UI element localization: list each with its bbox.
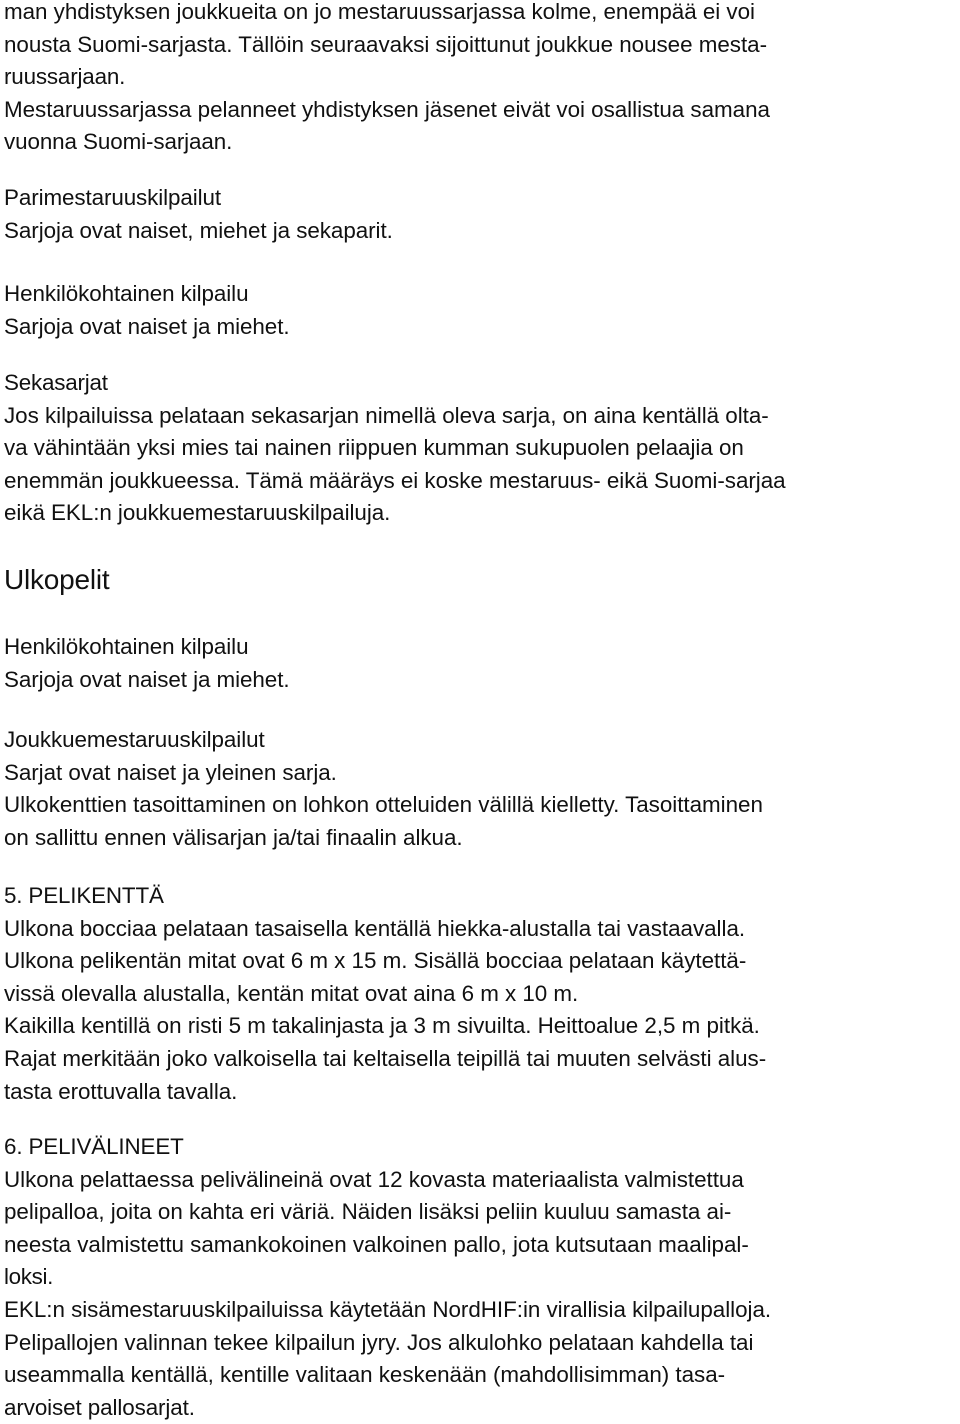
text-line: vissä olevalla alustalla, kentän mitat ovat aina 6 m x 10 m. [4, 980, 579, 1006]
pelikentta-section [4, 880, 956, 1108]
intro-rule-paragraph [4, 0, 956, 159]
text-line: eikä EKL:n joukkuemestaruuskilpailuja. [4, 500, 391, 526]
text-line: Kaikilla kentillä on risti 5 m takalinjasta ja 3 m sivuilta. Heittoalue 2,5 m pitkä. [4, 1013, 760, 1039]
text-line: arvoiset pallosarjat. [4, 1394, 195, 1420]
text-line: Sarjoja ovat naiset, miehet ja sekaparit. [4, 217, 393, 243]
ulkopelit-section-heading [4, 562, 956, 598]
text-line: useammalla kentällä, kentille valitaan keskenään (mahdollisimman) tasa- [4, 1362, 726, 1388]
text-line: enemmän joukkueessa. Tämä määräys ei koske mestaruus- eikä Suomi-sarjaa [4, 467, 786, 493]
text-line: pelipalloa, joita on kahta eri väriä. Näiden lisäksi peliin kuuluu samasta ai- [4, 1199, 732, 1225]
text-line: vuonna Suomi-sarjaan. [4, 129, 233, 155]
text-line: man yhdistyksen joukkueita on jo mestaruussarjassa kolme, enempää ei voi [4, 0, 755, 24]
text-line: Jos kilpailuissa pelataan sekasarjan nimellä oleva sarja, on aina kentällä olta- [4, 402, 769, 428]
text-line: Pelipallojen valinnan tekee kilpailun jyry. Jos alkulohko pelataan kahdella tai [4, 1329, 754, 1355]
sekasarjat-section [4, 367, 956, 530]
henkilokohtainen-section-2 [4, 631, 956, 696]
major-heading: Ulkopelit [4, 564, 110, 595]
text-line: Sarjat ovat naiset ja yleinen sarja. [4, 759, 337, 785]
text-line: ruussarjaan. [4, 64, 126, 90]
text-line: EKL:n sisämestaruuskilpailuissa käytetään NordHIF:in virallisia kilpailupalloja. [4, 1296, 772, 1322]
section-heading: Henkilökohtainen kilpailu [4, 634, 249, 659]
section-heading: Henkilökohtainen kilpailu [4, 281, 249, 306]
henkilokohtainen-section-1 [4, 278, 956, 343]
text-line: Ulkokenttien tasoittaminen on lohkon otteluiden välillä kielletty. Tasoittaminen [4, 792, 763, 818]
section-heading: Parimestaruuskilpailut [4, 185, 222, 210]
text-line: Sarjoja ovat naiset ja miehet. [4, 666, 290, 692]
pelivalineet-section [4, 1131, 956, 1424]
section-heading: 5. PELIKENTTÄ [4, 883, 164, 908]
joukkuemestaruus-section [4, 724, 956, 854]
text-line: Ulkona bocciaa pelataan tasaisella kentällä hiekka-alustalla tai vastaavalla. [4, 915, 746, 941]
text-line: Ulkona pelikentän mitat ovat 6 m x 15 m. Sisällä bocciaa pelataan käytettä- [4, 948, 747, 974]
section-heading: Sekasarjat [4, 370, 108, 395]
section-heading: Joukkuemestaruuskilpailut [4, 727, 265, 752]
text-line: va vähintään yksi mies tai nainen riippuen kumman sukupuolen pelaajia on [4, 435, 744, 461]
text-line: Ulkona pelattaessa pelivälineinä ovat 12 kovasta materiaalista valmistettua [4, 1166, 744, 1192]
text-line: loksi. [4, 1264, 54, 1290]
text-line: nousta Suomi-sarjasta. Tällöin seuraavaksi sijoittunut joukkue nousee mesta- [4, 31, 767, 57]
text-line: Rajat merkitään joko valkoisella tai keltaisella teipillä tai muuten selvästi alus- [4, 1045, 767, 1071]
text-line: tasta erottuvalla tavalla. [4, 1078, 238, 1104]
text-line: Sarjoja ovat naiset ja miehet. [4, 313, 290, 339]
text-line: neesta valmistettu samankokoinen valkoinen pallo, jota kutsutaan maalipal- [4, 1231, 749, 1257]
text-line: Mestaruussarjassa pelanneet yhdistyksen jäsenet eivät voi osallistua samana [4, 96, 770, 122]
text-line: on sallittu ennen välisarjan ja/tai finaalin alkua. [4, 824, 463, 850]
parimestaruus-section [4, 182, 956, 247]
section-heading: 6. PELIVÄLINEET [4, 1134, 184, 1159]
